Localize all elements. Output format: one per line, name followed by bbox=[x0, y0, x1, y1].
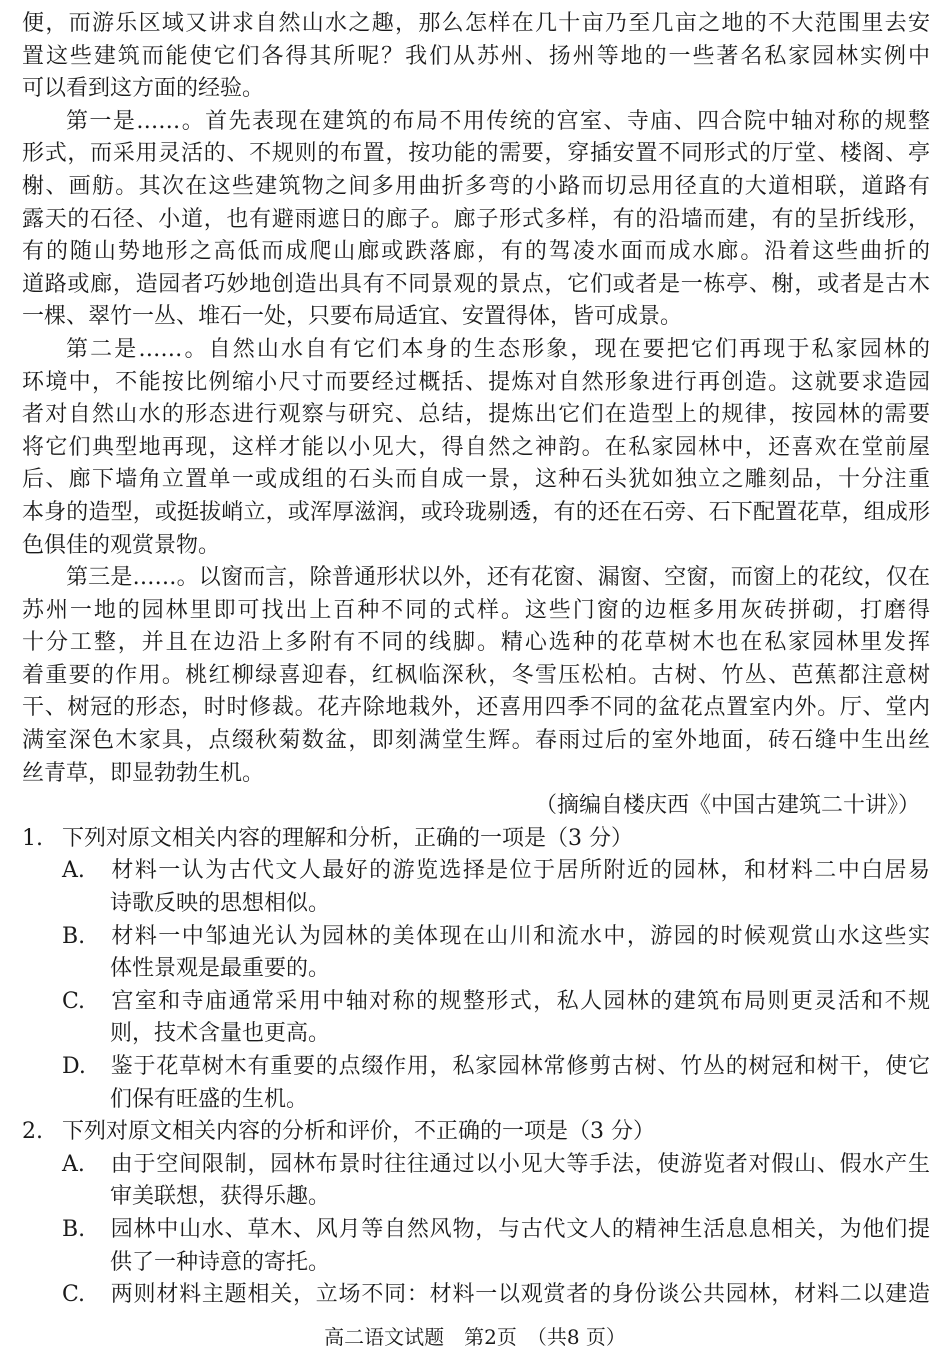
option-a bbox=[22, 855, 930, 888]
option-continuation: 审美联想，获得乐趣。 bbox=[110, 1184, 331, 1210]
passage-line: 露天的石径、小道，也有避雨遮日的廊子。廊子形式多样，有的沿墙而建，有的呈折线形， bbox=[22, 206, 930, 232]
option-letter: B. bbox=[62, 1216, 86, 1242]
question-stem-text: 下列对原文相关内容的理解和分析，正确的一项是（3 分） bbox=[62, 825, 633, 851]
paragraph-first-line: 第三是……。以窗而言，除普通形状以外，还有花窗、漏窗、空窗，而窗上的花纹，仅在 bbox=[66, 565, 930, 591]
exam-page bbox=[22, 8, 930, 1312]
passage-line: 将它们典型地再现，这样才能以小见大，得自然之神韵。在私家园林中，还喜欢在堂前屋 bbox=[22, 434, 930, 460]
option-text: 园林中山水、草木、风月等自然风物，与古代文人的精神生活息息相关，为他们提 bbox=[110, 1216, 930, 1242]
passage-line: 本身的造型，或挺拔峭立，或浑厚滋润，或玲珑剔透，有的还在石旁、石下配置花草，组成形 bbox=[22, 499, 930, 525]
page-footer: 高二语文试题 第2页 （共8 页） bbox=[324, 1325, 626, 1349]
option-letter: A. bbox=[62, 1151, 85, 1177]
passage-line: 苏州一地的园林里即可找出上百种不同的式样。这些门窗的边框多用灰砖拼砌，打磨得 bbox=[22, 597, 930, 623]
source-citation: （摘编自楼庆西《中国古建筑二十讲》） bbox=[534, 793, 920, 819]
option-b bbox=[22, 921, 930, 954]
option-a bbox=[22, 1149, 930, 1182]
paragraph-first-line: 第二是……。自然山水自有它们本身的生态形象，现在要把它们再现于私家园林的 bbox=[66, 336, 930, 362]
passage-line: 色俱佳的观赏景物。 bbox=[22, 532, 221, 558]
passage-line: 着重要的作用。桃红柳绿喜迎春，红枫临深秋，冬雪压松柏。古树、竹丛、芭蕉都注意树 bbox=[22, 662, 930, 688]
passage-line: 者对自然山水的形态进行观察与研究、总结，提炼出它们在造型上的规律，按园林的需要 bbox=[22, 402, 930, 428]
option-text: 宫室和寺庙通常采用中轴对称的规整形式，私人园林的建筑布局则更灵活和不规 bbox=[110, 988, 930, 1014]
passage-line: 置这些建筑而能使它们各得其所呢？我们从苏州、扬州等地的一些著名私家园林实例中 bbox=[22, 43, 930, 69]
option-continuation: 则，技术含量也更高。 bbox=[110, 1021, 331, 1047]
option-text: 材料一认为古代文人最好的游览选择是位于居所附近的园林，和材料二中白居易 bbox=[110, 858, 930, 884]
question-2 bbox=[22, 1116, 930, 1312]
option-text: 鉴于花草树木有重要的点缀作用，私家园林常修剪古树、竹丛的树冠和树干，使它 bbox=[110, 1054, 930, 1079]
passage-line: 有的随山势地形之高低而成爬山廊或跌落廊，有的驾凌水面而成水廊。沿着这些曲折的 bbox=[22, 239, 930, 265]
option-letter: C. bbox=[62, 988, 86, 1014]
option-b bbox=[22, 1214, 930, 1247]
option-d bbox=[22, 1051, 930, 1084]
option-letter: C. bbox=[62, 1282, 86, 1308]
question-stem bbox=[22, 1116, 930, 1149]
option-text: 两则材料主题相关，立场不同：材料一以观赏者的身份谈公共园林，材料二以建造 bbox=[110, 1282, 930, 1308]
option-text: 由于空间限制，园林布景时往往通过以小见大等手法，使游览者对假山、假水产生 bbox=[110, 1151, 930, 1177]
passage-line: 形式，而采用灵活的、不规则的布置，按功能的需要，穿插安置不同形式的厅堂、楼阁、亭 bbox=[22, 141, 930, 167]
passage-line: 便，而游乐区域又讲求自然山水之趣，那么怎样在几十亩乃至几亩之地的不大范围里去安 bbox=[22, 11, 930, 36]
passage-line: 可以看到这方面的经验。 bbox=[22, 76, 265, 102]
question-number: 1. bbox=[22, 825, 43, 851]
option-letter: D. bbox=[62, 1054, 86, 1079]
question-stem-text: 下列对原文相关内容的分析和评价，不正确的一项是（3 分） bbox=[62, 1119, 655, 1145]
passage-line: 干、树冠的形态，时时修裁。花卉除地栽外，还喜用四季不同的盆花点置室内外。厅、堂内 bbox=[22, 695, 930, 721]
option-continuation: 体性景观是最重要的。 bbox=[110, 956, 331, 982]
passage-line: 满室深色木家具，点缀秋菊数盆，即刻满堂生辉。春雨过后的室外地面，砖石缝中生出丝 bbox=[22, 728, 930, 754]
passage-line: 道路或廊，造园者巧妙地创造出具有不同景观的景点，它们或者是一栋亭、榭，或者是古木 bbox=[22, 271, 930, 297]
passage-line: 一棵、翠竹一丛、堆石一处，只要布局适宜、安置得体，皆可成景。 bbox=[22, 304, 683, 330]
option-letter: B. bbox=[62, 923, 86, 949]
passage-line: 丝青草，即显勃勃生机。 bbox=[22, 760, 265, 786]
passage-line: 环境中，不能按比例缩小尺寸而要经过概括、提炼对自然形象进行再创造。这就要求造园 bbox=[22, 369, 930, 395]
option-letter: A. bbox=[62, 858, 85, 884]
paragraph-first-line: 第一是……。首先表现在建筑的布局不用传统的宫室、寺庙、四合院中轴对称的规整 bbox=[66, 108, 930, 134]
option-c bbox=[22, 986, 930, 1019]
passage-line: 十分工整，并且在边沿上多附有不同的线脚。精心选种的花草树木也在私家园林里发挥 bbox=[22, 630, 930, 656]
option-c bbox=[22, 1279, 930, 1312]
option-continuation: 们保有旺盛的生机。 bbox=[110, 1086, 309, 1112]
passage-line: 后、廊下墙角立置单一或成组的石头而自成一景，这种石头犹如独立之雕刻品，十分注重 bbox=[22, 467, 930, 493]
option-continuation: 供了一种诗意的寄托。 bbox=[110, 1249, 331, 1275]
option-text: 材料一中邹迪光认为园林的美体现在山川和流水中，游园的时候观赏山水这些实 bbox=[110, 923, 930, 949]
question-1 bbox=[22, 823, 930, 1116]
question-stem bbox=[22, 823, 930, 856]
question-number: 2. bbox=[22, 1119, 43, 1145]
passage-line: 榭、画舫。其次在这些建筑物之间多用曲折多弯的小路而切忌用径直的大道相联，道路有 bbox=[22, 173, 930, 199]
option-continuation: 诗歌反映的思想相似。 bbox=[110, 891, 331, 917]
passage bbox=[22, 8, 930, 823]
